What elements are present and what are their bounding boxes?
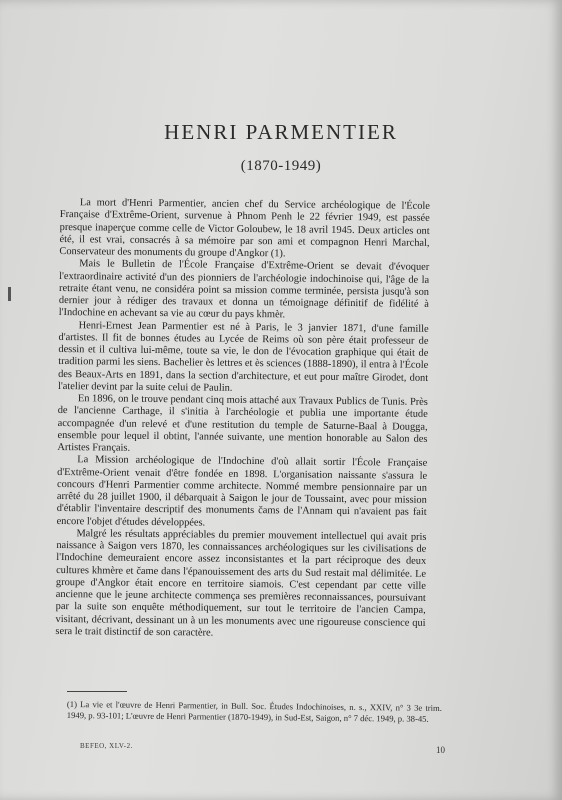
page-number: 10 xyxy=(436,745,445,755)
footnote-rule xyxy=(67,691,127,692)
edge-mark xyxy=(8,287,11,301)
article-body xyxy=(55,197,430,642)
journal-signature: BEFEO, XLV-2. xyxy=(80,742,133,750)
paragraph: Henri-Ernest Jean Parmentier est né à Paris, le 3 janvier 1871, d'une famille d'artistes. Il fit de bonnes études au Lycée de Reims où son père était professeur de dessin et il cultiva lui-même, toute sa vie, le don de l'évocation graphique qui était de tradition parmi les siens. Bachelier ès lettres et ès sciences (1888-1890), il entra à l'École des Beaux-Arts en 1891, dans la section d'architecture, et eut pour maître Girodet, dont l'atelier devint par la suite celui de Paulin. xyxy=(57,319,429,394)
paragraph: Mais le Bulletin de l'École Française d'Extrême-Orient se devait d'évoquer l'extraordinaire activité d'un des pionniers de l'archéologie indochinoise qui, l'âge de la retraite étant venu, ne considéra point sa mission comme terminée, persista jusqu'à son dernier jour à rédiger des travaux et donna un témoignage définitif de fidélité à l'Indochine en achevant sa vie au cœur du pays khmèr. xyxy=(58,258,430,321)
footnote: (1) La vie et l'œuvre de Henri Parmentier, in Bull. Soc. Études Indochinoises, n. s., XXIV, n° 3 3e trim. 1949, p. 93-101; L'œuvre de Henri Parmentier (1870-1949), in Sud-Est, Saigon, n° 7 déc. 1949, p. 38-45. xyxy=(66,699,442,724)
paragraph: En 1896, on le trouve pendant cinq mois attaché aux Travaux Publics de Tunis. Près de l'ancienne Carthage, il s'initia à l'archéologie et publia une importante étude accompagnée d'un relevé et d'une restitution du temple de Saturne-Baal à Dougga, ensemble pour lequel il obtint, l'année suivante, une mention honorable au Salon des Artistes Français. xyxy=(57,393,428,454)
paragraph: La Mission archéologique de l'Indochine d'où allait sortir l'École Française d'Extrême-Orient venait d'être fondée en 1898. L'organisation naissante s'assura le concours d'Henri Parmentier comme architecte. Nommé membre pensionnaire par un arrêté du 28 juillet 1900, il débarquait à Saigon le jour de Toussaint, avec pour mission d'établir l'inventaire descriptif des monuments čams de l'Annam qui n'avaient pas fait encore l'objet d'études développées. xyxy=(56,454,428,529)
paragraph: La mort d'Henri Parmentier, ancien chef du Service archéologique de l'École Française d'Extrême-Orient, survenue à Phnom Penh le 22 février 1949, est passée presque inaperçue comme celle de Victor Goloubew, le 18 avril 1945. Deux articles ont été, il est vrai, consacrés à sa mémoire par son ami et compagnon Henri Marchal, Conservateur des monuments du groupe d'Angkor (1). xyxy=(59,197,430,260)
article-title: HENRI PARMENTIER xyxy=(164,120,398,144)
paragraph: Malgré les résultats appréciables du premier mouvement intellectuel qui avait pris naissance à Saigon vers 1870, les connaissances archéologiques sur les civilisations de l'Indochine demeuraient encore assez inconsistantes et la part réciproque des deux cultures khmère et čame dans l'épanouissement des arts du Sud restait mal délimitée. Le groupe d'Angkor était encore en territoire siamois. C'est cependant par cette ville ancienne que le jeune architecte commença ses premières reconnaissances, poursuivant par la suite son enquête méthodiquement, sur tout le territoire de l'ancien Campa, visitant, décrivant, dessinant un à un les monuments avec une rigoureuse conscience qui sera le trait distinctif de son caractère. xyxy=(55,527,427,639)
article-dates: (1870-1949) xyxy=(240,158,322,174)
